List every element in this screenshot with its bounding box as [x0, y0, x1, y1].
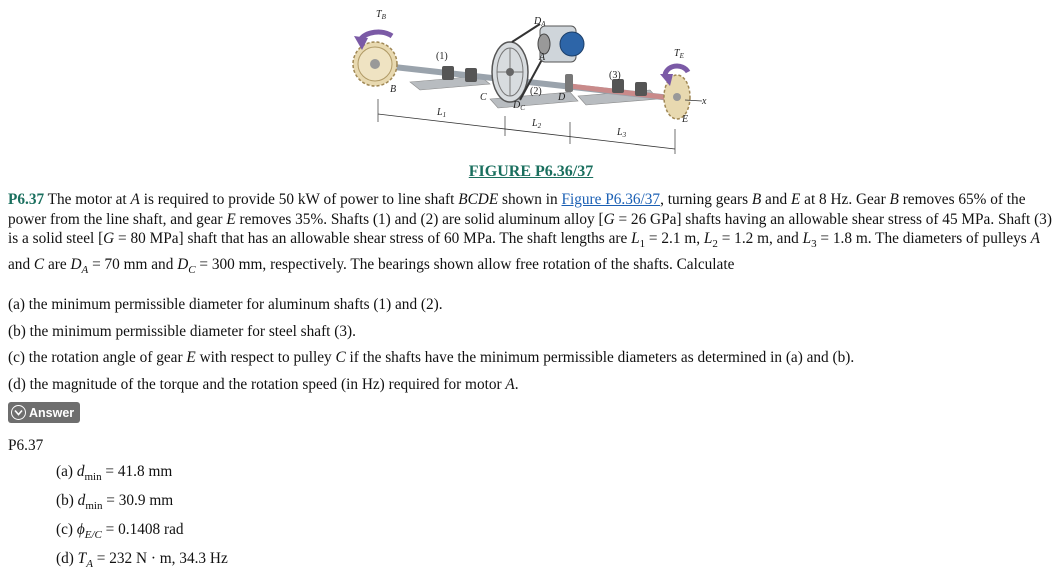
label-tb: $T_B$	[376, 9, 386, 21]
label-te: $T_E$	[674, 48, 684, 60]
figure-link[interactable]: Figure P6.36/37	[561, 191, 661, 208]
label-da: $D_A$	[534, 16, 546, 28]
part-b: (b) the minimum permissible diameter for steel shaft (3).	[8, 322, 356, 340]
chevron-down-icon	[11, 405, 26, 420]
label-shaft1: (1)	[436, 51, 448, 62]
answer-title: P6.37	[8, 437, 44, 454]
pulley-c	[492, 42, 528, 102]
answer-a: (a) $d_{min} = 41.8$ mm	[56, 463, 173, 484]
answer-c: (c) $\phi_{E/C} = 0.1408$ rad	[56, 521, 184, 542]
answer-button[interactable]	[8, 402, 80, 423]
gear-b	[353, 42, 397, 86]
answer-b: (b) $d_{min} = 30.9$ mm	[56, 492, 174, 513]
problem-parts	[8, 295, 854, 401]
problem-statement: P6.37 The motor at A is required to provide 50 kW of power to line shaft BCDE shown in Figure P6.36/37, turning gears B and E at 8 Hz. Gear B removes 65% of the power from the line shaft, and gear E removes 35%. Shafts (1) and (2) are solid aluminum alloy [G = 26 GPa] shafts having an allowable shear stress of 45 MPa. Shaft (3) is a solid steel [G = 80 MPa] shaft that has an allowable shear stress of 60 MPa. The shaft lengths are $L_1 = 2.1$ m, $L_2 = 1.2$ m, and $L_3 = 1.8$ m. The diameters of pulleys A and C are $D_A = 70$ mm and $D_C = 300$ mm, respectively. The bearings shown allow free rotation of the shafts. Calculate	[8, 191, 1052, 276]
figure-caption: FIGURE P6.36/37	[468, 163, 594, 180]
part-a: (a) the minimum permissible diameter for aluminum shafts (1) and (2).	[8, 296, 443, 313]
answer-d: (d) $T_A = 232$ N · m, 34.3 Hz	[56, 550, 228, 571]
label-a: A	[539, 52, 546, 63]
shaft-figure	[340, 4, 730, 164]
label-x: x	[702, 96, 707, 107]
part-d: (d) the magnitude of the torque and the rotation speed (in Hz) required for motor A.	[8, 375, 519, 393]
label-l2: $L_2$	[532, 118, 542, 130]
label-l3: $L_3$	[617, 127, 627, 139]
label-e: E	[682, 114, 689, 125]
label-shaft2: (2)	[530, 86, 542, 97]
part-c: (c) the rotation angle of gear E with respect to pulley C if the shafts have the minimum permissible diameters as determined in (a) and (b).	[8, 349, 855, 366]
answer-button-label: Answer	[29, 405, 75, 420]
label-b: B	[390, 84, 397, 95]
label-shaft3: (3)	[609, 70, 621, 81]
label-dc: $D_C$	[513, 100, 525, 112]
answer-list	[56, 462, 228, 578]
label-c: C	[480, 92, 487, 103]
problem-id: P6.37	[8, 191, 45, 208]
label-d: D	[558, 92, 566, 103]
label-l1: $L_1$	[437, 107, 447, 119]
